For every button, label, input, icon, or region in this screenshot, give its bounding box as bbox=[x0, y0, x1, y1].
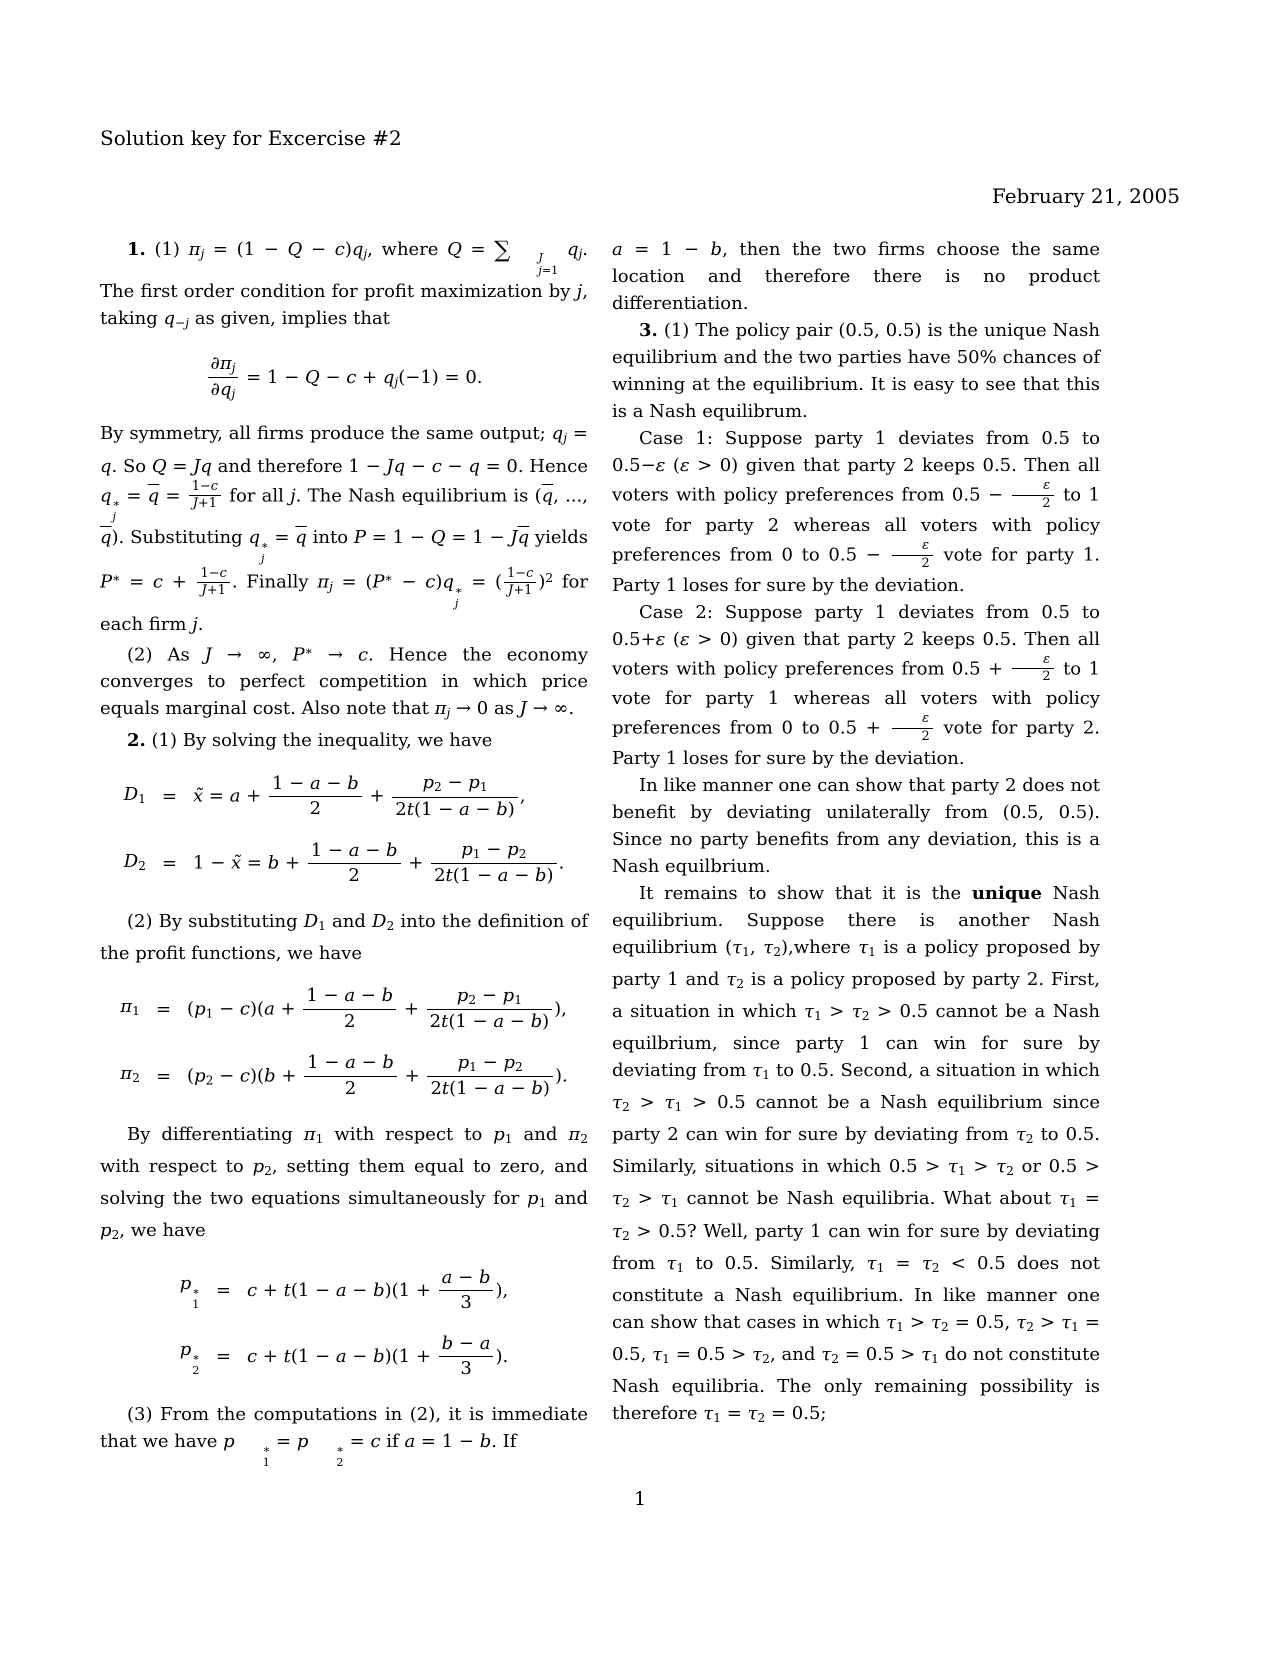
paragraph: Case 2: Suppose party 1 deviates from 0.5 to 0.5+ε (ε > 0) given that party 2 keeps 0.5. Then all voters with policy preferences from 0.5 + $\frac{\varepsilon}{2}$ to 1 vote for party 1 whereas all voters with policy preferences from 0 to 0.5 + $\frac{\varepsilon}{2}$ vote for party 2. Party 1 loses for sure by the deviation. bbox=[612, 601, 1100, 770]
two-column-body bbox=[100, 236, 1180, 1470]
display-equation: $\pi_1$ = $(p_1 - c)(a$ + $\frac{1 - a - b}{2}$ + $\frac{p_2 - p_1}{2t(1 - a - b)}$ ), $\pi_2$ = $(p_2 - c)(b$ + $\frac{1 - a - b}{2}$ + $\frac{p_1 - p_2}{2t(1 - a - b)}$ ). bbox=[120, 985, 568, 1100]
paragraph: In like manner one can show that party 2 does not benefit by deviating unilaterally from (0.5, 0.5). Since no party benefits from any deviation, this is a Nash equilbrium. bbox=[612, 775, 1100, 878]
display-equation: $D_1$ = x̃ = a + $\frac{1 - a - b}{2}$ + $\frac{p_2 - p_1}{2t(1 - a - b)}$ , $D_2$ = 1 − x̃ = b + $\frac{1 - a - b}{2}$ + $\frac{p_1 - p_2}{2t(1 - a - b)}$ . bbox=[123, 772, 565, 887]
page-number: 1 bbox=[633, 1488, 647, 1510]
paragraph: 2. (1) By solving the inequality, we have bbox=[127, 730, 493, 752]
paragraph: a = 1 − b, then the two firms choose the same location and therefore there is no product differentiation. bbox=[612, 239, 1100, 314]
paragraph: (2) As J → ∞, P∗ → c. Hence the economy converges to perfect competition in which price equals marginal cost. Also note that $\pi_j \to 0$ as J → ∞. bbox=[100, 643, 589, 721]
paragraph: 3. (1) The policy pair (0.5, 0.5) is the unique Nash equilibrium and the two parties have 50% chances of winning at the equilibrium. It is easy to see that this is a Nash equilibrum. bbox=[612, 320, 1100, 422]
paragraph: It remains to show that it is the unique Nash equilibrium. Suppose there is another Nash equilibrium ($\tau_1$, $\tau_2),where$ $\tau_1$ is a policy proposed by party 1 and $\tau_2$ is a policy proposed by party 2. First, a situation in which $\tau_1 > \tau_2 > 0.5$ cannot be a Nash equilbrium, since party 1 can win for sure by deviating from $\tau_1$ to 0.5. Second, a situation in which $\tau_2 > \tau_1 > 0.5$ cannot be a Nash equilibrium since party 2 can win for sure by deviating from $\tau_2$ to 0.5. Similarly, situations in which $0.5 > \tau_1 > \tau_2$ or $0.5 > \tau_2 > \tau_1$ cannot be Nash equilibria. What about $\tau_1 = \tau_2 > 0.5$? Well, party 1 can win for sure by deviating from $\tau_1$ to 0.5. Similarly, $\tau_1 = \tau_2 < 0.5$ does not constitute a Nash equilibrium. In like manner one can show that cases in which $\tau_1 > \tau_2 = 0.5$, $\tau_2 > \tau_1 = 0.5$, $\tau_1 = 0.5 > \tau_2$, and $\tau_2 = 0.5 > \tau_1$ do not constitute Nash equilibria. The only remaining possibility is therefore $\tau_1 = \tau_2 = 0.5$; bbox=[612, 883, 1101, 1425]
paragraph: By differentiating $\pi_1$ with respect to $p_1$ and $\pi_2$ with respect to $p_2$, setting them equal to zero, and solving the two equations simultaneously for $p_1$ and $p_2$, we have bbox=[100, 1123, 588, 1242]
document-title: Solution key for Excercise #2 bbox=[100, 126, 402, 150]
paragraph: (3) From the computations in (2), it is immediate that we have p ∗ 1 = p ∗ 2 = c if a = 1 − b. If bbox=[100, 1403, 588, 1469]
display-equation: p ∗ 1 = c + t(1 − a − b)(1 + $\frac{a - b}{3}$ ), p ∗ 2 = c + t(1 − a − b)(1 + $\frac{b - a}{3}$ ). bbox=[179, 1266, 509, 1380]
right-column bbox=[612, 236, 1100, 1470]
display-equation: $\frac{\partial\pi_j}{\partial q_j}$ = $1 - Q - c + q_j(-1) = 0$. bbox=[100, 353, 588, 403]
paragraph: By symmetry, all firms produce the same output; $q_j = q$. So Q = Jq and therefore 1 − Jq − c − q = 0. Hence q ∗ j = $\overline{q}$ = $\frac{1-c}{J+1}$ for all j. The Nash equilibrium is ($\overline{q}$, ..., $\overline{q}$). Substituting q ∗ j = $\overline{q}$ into $P = 1 - Q = 1 - J\overline{q}$ yields P∗ = c + $\frac{1-c}{J+1}$ . Finally $\pi_j = (P^∗ - c)q$ ∗ j = ( $\frac{1-c}{J+1}$ )$^2$ for each firm j. bbox=[100, 423, 589, 635]
paragraph: Case 1: Suppose party 1 deviates from 0.5 to 0.5−ε (ε > 0) given that party 2 keeps 0.5. Then all voters with policy preferences from 0.5 − $\frac{\varepsilon}{2}$ to 1 vote for party 2 whereas all voters with policy preferences from 0 to 0.5 − $\frac{\varepsilon}{2}$ vote for party 1. Party 1 loses for sure by the deviation. bbox=[612, 428, 1100, 596]
paragraph: (2) By substituting $D_1$ and $D_2$ into the definition of the profit functions, we have bbox=[100, 910, 589, 965]
paragraph: 1. (1) $\pi_j = (1 - Q - c)q_j$, where Q = ∑ J j=1 $q_j$. The first order condition for profit maximization by j, taking $q_{-j}$ as given, implies that bbox=[100, 236, 589, 330]
left-column bbox=[100, 236, 588, 1470]
date: February 21, 2005 bbox=[991, 184, 1180, 208]
